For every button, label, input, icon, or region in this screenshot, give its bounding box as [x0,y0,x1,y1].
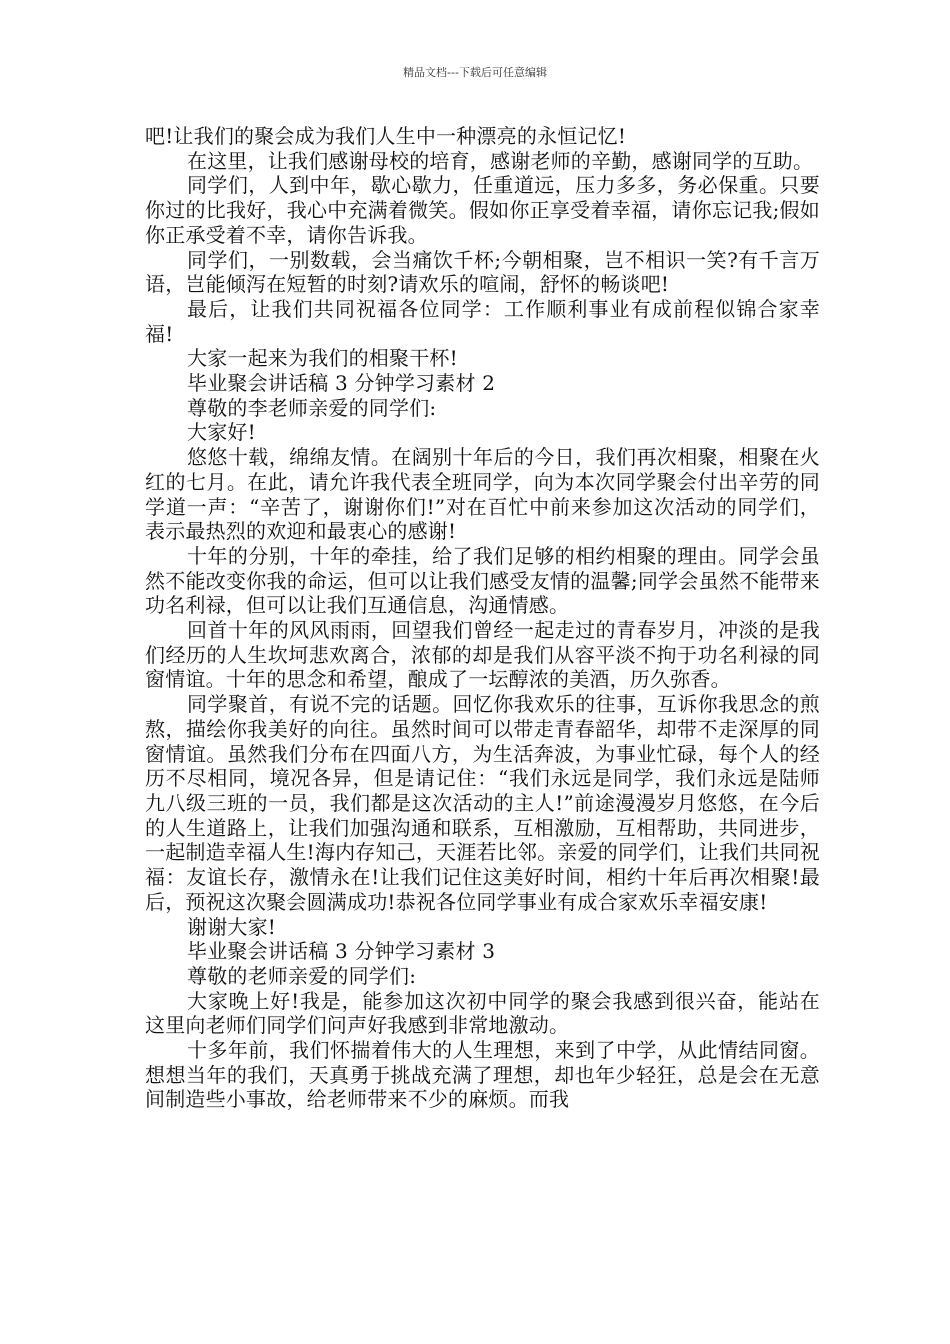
paragraph: 最后，让我们共同祝福各位同学：工作顺利事业有成前程似锦合家幸福! [145,296,820,346]
salutation: 尊敬的老师亲爱的同学们: [187,963,417,988]
document-body [145,124,820,1112]
paragraph: 大家晚上好!我是，能参加这次初中同学的聚会我感到很兴奋，能站在这里向老师们同学们问声好我感到非常地激动。 [145,988,820,1038]
paragraph: 十多年前，我们怀揣着伟大的人生理想，来到了中学，从此情结同窗。想想当年的我们，天真勇于挑战充满了理想，却也年少轻狂，总是会在无意间制造些小事故，给老师带来不少的麻烦。而我 [145,1038,820,1112]
closing: 谢谢大家! [187,914,277,939]
greeting: 大家好! [187,420,256,445]
paragraph: 同学们，人到中年，歇心歇力，任重道远，压力多多，务必保重。只要你过的比我好，我心中充满着微笑。假如你正享受着幸福，请你忘记我;假如你正承受着不幸，请你告诉我。 [145,173,820,247]
paragraph: 悠悠十载，绵绵友情。在阔别十年后的今日，我们再次相聚，相聚在火红的七月。在此，请允许我代表全班同学，向为本次同学聚会付出辛劳的同学道一声：“辛苦了，谢谢你们!”对在百忙中前来参加这次活动的同学们，表示最热烈的欢迎和最衷心的感谢! [145,445,820,544]
paragraph: 大家一起来为我们的相聚干杯! [187,346,458,371]
paragraph: 十年的分别，十年的牵挂，给了我们足够的相约相聚的理由。同学会虽然不能改变你我的命运，但可以让我们感受友情的温馨;同学会虽然不能带来功名利禄，但可以让我们互通信息，沟通情感。 [145,543,820,618]
section-title: 毕业聚会讲话稿 3 分钟学习素材 3 [187,939,496,964]
salutation: 尊敬的李老师亲爱的同学们: [187,395,437,420]
page-header: 精品文档---下载后可任意编辑 [403,66,547,79]
paragraph: 同学们，一别数载，会当痛饮千杯;今朝相聚，岂不相识一笑?有千言万语，岂能倾泻在短暂的时刻?请欢乐的喧闹，舒怀的畅谈吧! [145,247,820,297]
paragraph: 同学聚首，有说不完的话题。回忆你我欢乐的往事，互诉你我思念的煎熬，描绘你我美好的向往。虽然时间可以带走青春韶华，却带不走深厚的同窗情谊。虽然我们分布在四面八方，为生活奔波，为事业忙碌，每个人的经历不尽相同，境况各异，但是请记住：“我们永远是同学，我们永远是陆师九八级三班的一员，我们都是这次活动的主人!”前途漫漫岁月悠悠，在今后的人生道路上，让我们加强沟通和联系，互相激励，互相帮助，共同进步，一起制造幸福人生!海内存知己，天涯若比邻。亲爱的同学们，让我们共同祝福：友谊长存，激情永在!让我们记住这美好时间，相约十年后再次相聚!最后，预祝这次聚会圆满成功!恭祝各位同学事业有成合家欢乐幸福安康! [145,692,820,914]
paragraph: 吧!让我们的聚会成为我们人生中一种漂亮的永恒记忆! [145,124,627,148]
paragraph: 在这里，让我们感谢母校的培育，感谢老师的辛勤，感谢同学的互助。 [187,148,814,173]
paragraph: 回首十年的风风雨雨，回望我们曾经一起走过的青春岁月，冲淡的是我们经历的人生坎坷悲欢离合，浓郁的却是我们从容平淡不拘于功名利禄的同窗情谊。十年的思念和希望，酿成了一坛醇浓的美酒，历久弥香。 [145,618,820,692]
section-title: 毕业聚会讲话稿 3 分钟学习素材 2 [187,371,496,396]
